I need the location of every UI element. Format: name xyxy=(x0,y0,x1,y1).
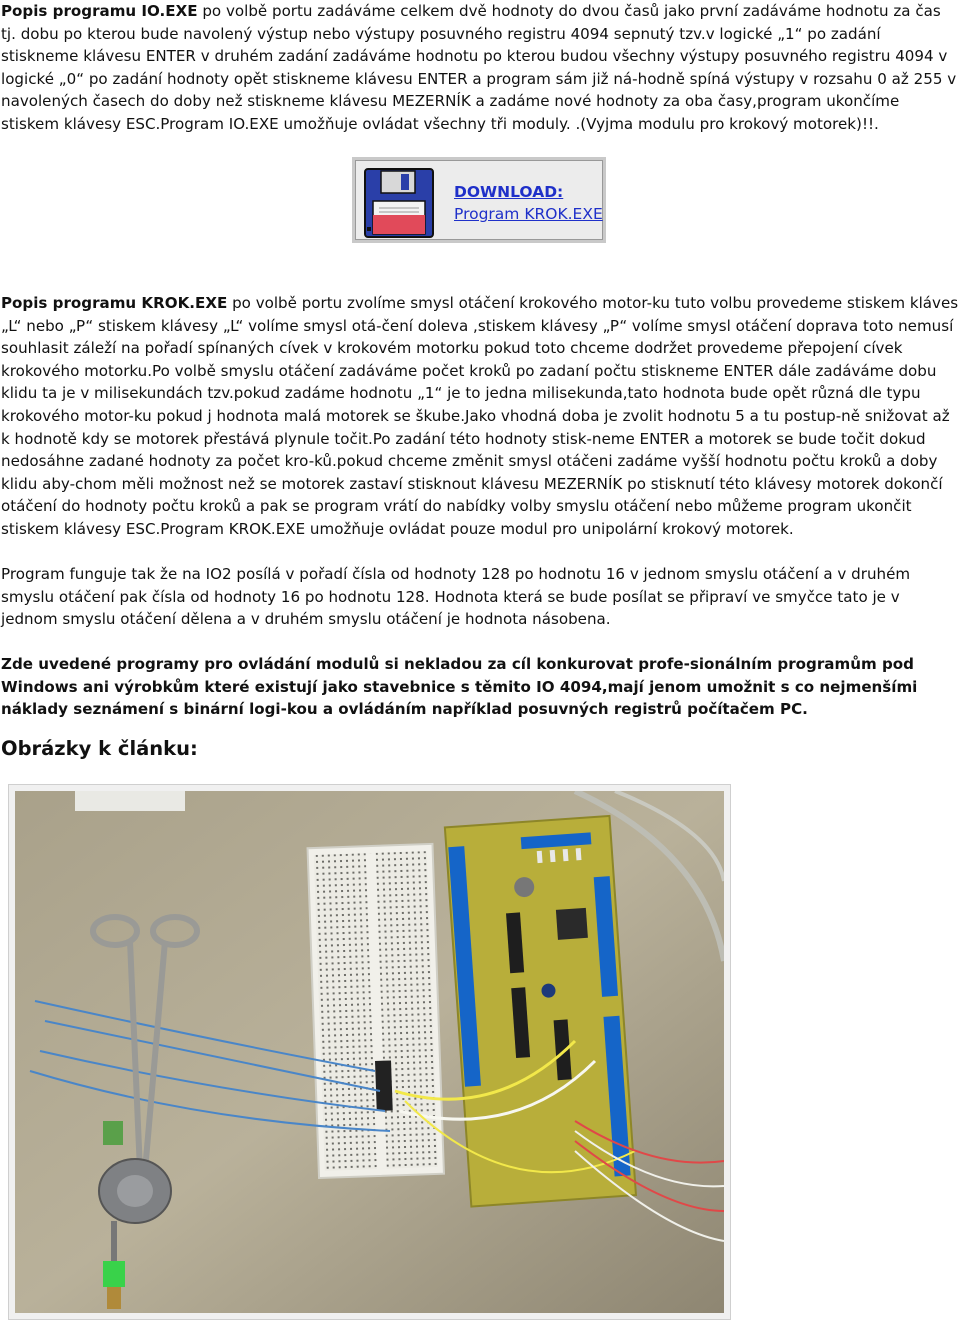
program-io-text: po volbě portu zadáváme celkem dvě hodnoty do dvou časů jako první zadáváme hodnotu za čas tj. dobu po kterou bude navolený výstup nebo výstupy posuvného registru 4094 sepnutý tzv.v logické „1“ po zadání stiskneme klávesu ENTER v druhém zadání zadáváme hodnotu po kterou budou všechny výstupy posuvného registru 4094 v logické „0“ po zadání hodnoty opět stiskneme klávesu ENTER a program sám již ná-hodně spíná výstupy v rozsahu 0 až 255 v navolených časech do doby než stiskneme klávesu MEZERNÍK a zadáme nové hodnoty za oba časy,program ukončíme stiskem klávesy ESC.Program IO.EXE umožňuje ovládat všechny tři moduly. .(Vyjma modulu pro krokový motorek)!!. xyxy=(1,2,957,133)
program-io-description xyxy=(1,0,959,136)
breadboard-stepper-photo[interactable] xyxy=(15,791,724,1313)
floppy-disk-icon xyxy=(363,167,435,239)
program-io-title: Popis programu IO.EXE xyxy=(1,2,198,20)
disclaimer-paragraph: Zde uvedené programy pro ovládání modulů si nekladou za cíl konkurovat profe-sionálním programům pod Windows ani výrobkům které existují jako stavebnice s těmito IO 4094,mají jenom umožnit s co nejmenšími náklady seznámení s binární logi-kou a ovládáním například posuvných registrů počítačem PC. xyxy=(1,655,918,719)
program-krok-description xyxy=(1,292,959,541)
images-heading: Obrázky k článku: xyxy=(1,737,198,760)
program-function-paragraph: Program funguje tak že na IO2 posílá v pořadí čísla od hodnoty 128 po hodnotu 16 v jednom smyslu otáčení a v druhém smyslu otáčení pak čísla od hodnoty 16 po hodnotu 128. Hodnota která se bude posílat se připraví ve smyčce tato je v jednom smyslu otáčení dělena a v druhém smyslu otáčení je hodnota násobena. xyxy=(1,565,911,629)
download-box[interactable] xyxy=(352,157,606,243)
download-label: DOWNLOAD: xyxy=(454,183,564,201)
program-krok-title: Popis programu KROK.EXE xyxy=(1,294,228,312)
article-photo-frame xyxy=(8,784,731,1320)
download-link[interactable]: Program KROK.EXE xyxy=(454,205,603,223)
program-krok-text: po volbě portu zvolíme smysl otáčení krokového motor-ku tuto volbu provedeme stiskem kláves „L“ nebo „P“ stiskem klávesy „L“ volíme smysl otá-čení doleva ,stiskem klávesy „P“ volíme smysl otáčení doprava toto nemusí souhlasit záleží na pořadí spínaných cívek v krokovém motorku pokud toto chceme dodržet provedeme přepojení cívek krokového motorku.Po volbě smyslu otáčení zadáváme počet kroků po zadaní počtu stiskneme ENTER dále zadáváme dobu klidu ta je v milisekundách tzv.pokud zadáme hodnotu „1“ je to jedna milisekunda,tato hodnota bude opět různá dle typu krokového motor-ku pokud j hodnota malá motorek se škube.Jako vhodná doba je zvolit hodnotu 5 a tu postup-ně snižovat až k hodnotě kdy se motorek přestává plynule točit.Po zadání této hodnoty stisk-neme ENTER a motorek se bude točit dokud nedosáhne zadané hodnoty za počet kro-ků.pokud chceme změnit smysl otáčeni zadáme vyšší hodnotu počtu kroků a doby klidu aby-chom měli možnost než se motorek zastaví stisknout klávesu MEZERNÍK po stisknutí této klávesy motorek dokončí otáčení do hodnoty počtu kroků a pak se program vrátí do nabídky volby smyslu otáčení nebo můžeme program ukončit stiskem klávesy ESC.Program KROK.EXE umožňuje ovládat pouze modul pro unipolární krokový motorek. xyxy=(1,294,959,538)
